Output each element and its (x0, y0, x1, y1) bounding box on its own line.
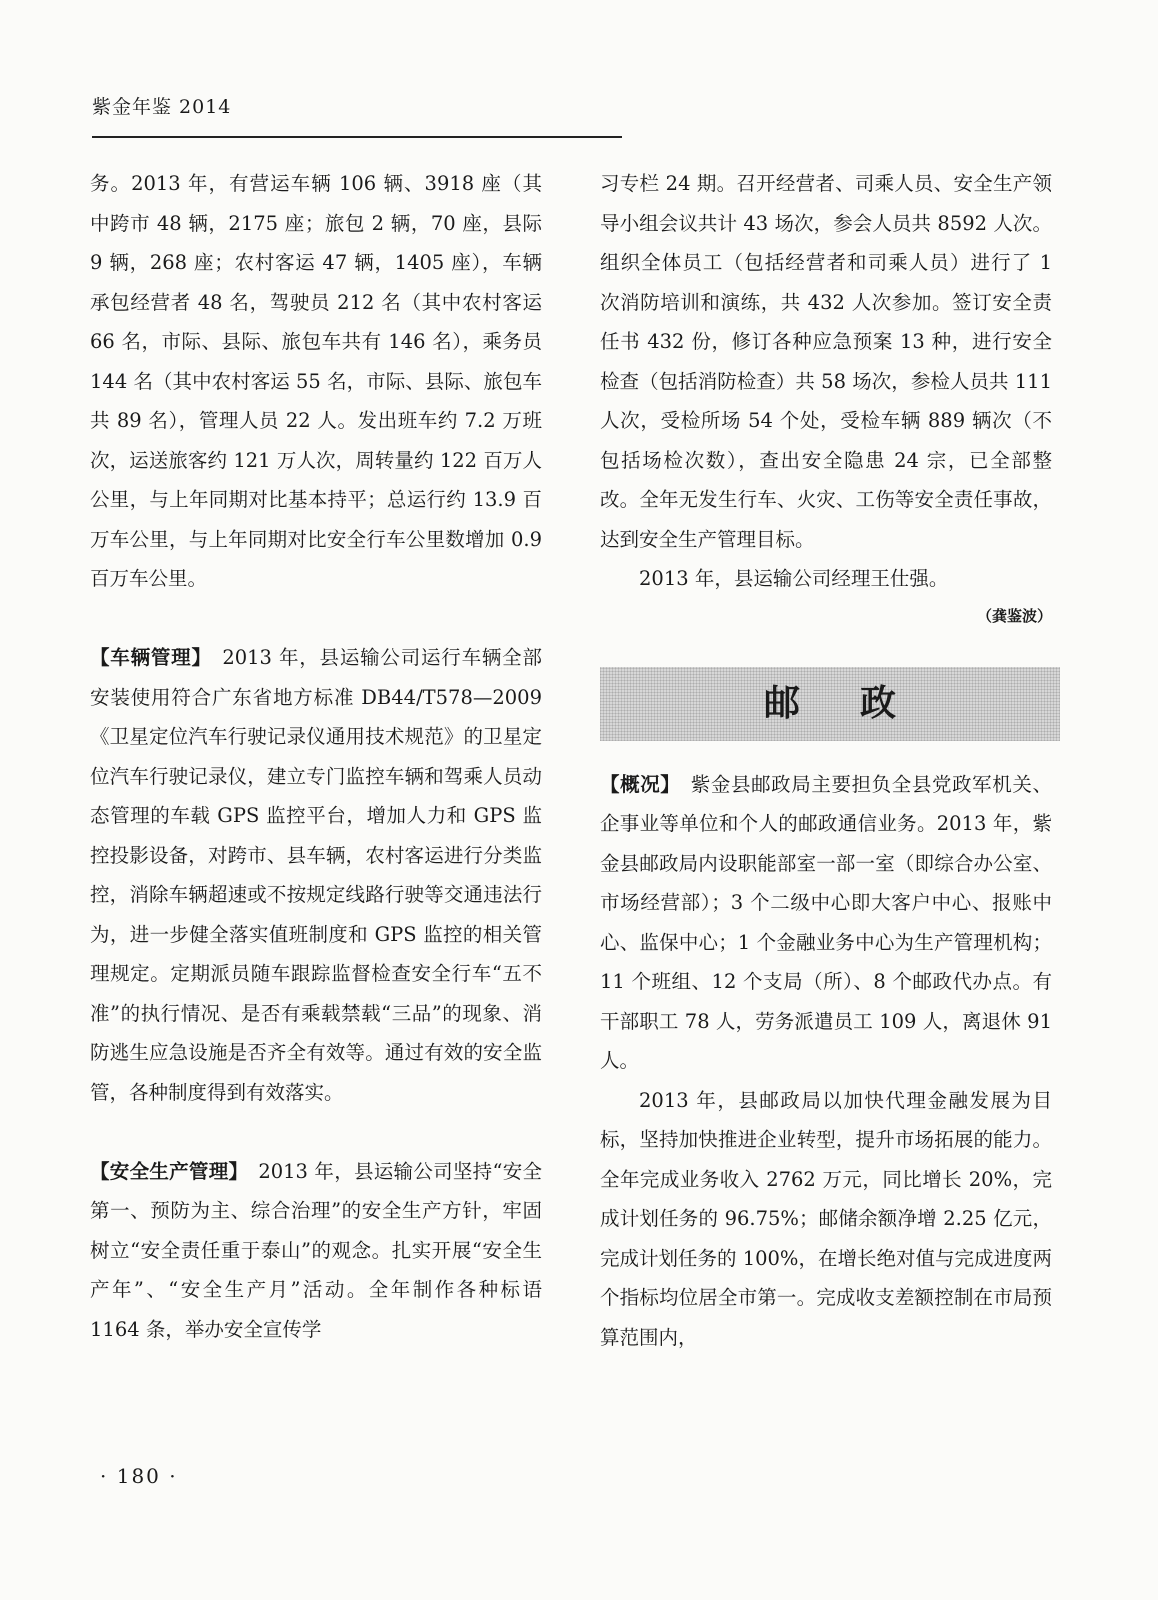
paragraph-gap (90, 1112, 542, 1152)
vehicle-management-heading: 【车辆管理】 (90, 646, 203, 669)
right-column (600, 164, 1052, 1357)
header-rule (92, 136, 622, 138)
section-banner (600, 667, 1060, 741)
continued-paragraph: 务。2013 年，有营运车辆 106 辆、3918 座（其中跨市 48 辆，2175 座；旅包 2 辆，70 座，县际 9 辆，268 座；农村客运 47 辆，1405 座），车辆承包经营者 48 名，驾驶员 212 名（其中农村客运 66 名，市际、县际、旅包车共有 146 名），乘务员 144 名（其中农村客运 55 名，市际、县际、旅包车共 89 名），管理人员 22 人。发出班车约 7.2 万班次，运送旅客约 121 万人次，周转量约 122 百万人公里，与上年同期对比基本持平；总运行约 13.9 百万车公里，与上年同期对比安全行车公里数增加 0.9 百万车公里。 (90, 172, 542, 590)
paragraph-gap (90, 599, 542, 639)
paragraph-gap (600, 741, 1052, 765)
section-title: 邮政 (763, 682, 956, 724)
manager-paragraph: 2013 年，县运输公司经理王仕强。 (639, 567, 949, 590)
running-header: 紫金年鉴 2014 (92, 96, 232, 118)
author-credit: （龚鉴波） (976, 606, 1052, 625)
safety-management-heading: 【安全生产管理】 (90, 1159, 239, 1183)
page-number: · 180 · (100, 1464, 178, 1488)
left-column (90, 164, 542, 1349)
overview-heading: 【概况】 (600, 772, 671, 796)
safety-management-body: 2013 年，县运输公司坚持“安全第一、预防为主、综合治理”的安全生产方针，牢固树立“安全责任重于泰山”的观念。扎实开展“安全生产年”、“安全生产月”活动。全年制作各种标语 1164 条，举办安全宣传学 (90, 1159, 542, 1341)
safety-management-paragraph (90, 1152, 542, 1350)
overview-body: 紫金县邮政局主要担负全县党政军机关、企事业等单位和个人的邮政通信业务。2013 年，紫金县邮政局内设职能部室一部一室（即综合办公室、市场经营部）；3 个二级中心即大客户中心、报账中心、监保中心；1 个金融业务中心为生产管理机构；11 个班组、12 个支局（所）、8 个邮政代办点。有干部职工 78 人，劳务派遣员工 109 人，离退休 91 人。 (600, 772, 1052, 1072)
performance-paragraph: 2013 年，县邮政局以加快代理金融发展为目标，坚持加快推进企业转型，提升市场拓展的能力。全年完成业务收入 2762 万元，同比增长 20%，完成计划任务的 96.75%；邮储余额净增 2.25 亿元，完成计划任务的 100%，在增长绝对值与完成进度两个指标均位居全市第一。完成收支差额控制在市局预算范围内， (600, 1088, 1052, 1349)
continued-paragraph: 习专栏 24 期。召开经营者、司乘人员、安全生产领导小组会议共计 43 场次，参会人员共 8592 人次。组织全体员工（包括经营者和司乘人员）进行了 1 次消防培训和演练，共 432 人次参加。签订安全责任书 432 份，修订各种应急预案 13 种，进行安全检查（包括消防检查）共 58 场次，参检人员共 111 人次，受检所场 54 个处，受检车辆 889 辆次（不包括场检次数），查出安全隐患 24 宗，已全部整改。全年无发生行车、火灾、工伤等安全责任事故，达到安全生产管理目标。 (600, 172, 1052, 551)
overview-paragraph (600, 765, 1052, 1081)
vehicle-management-body: 2013 年，县运输公司运行车辆全部安装使用符合广东省地方标准 DB44/T578—2009《卫星定位汽车行驶记录仪通用技术规范》的卫星定位汽车行驶记录仪，建立专门监控车辆和驾乘人员动态管理的车载 GPS 监控平台，增加人力和 GPS 监控投影设备，对跨市、县车辆，农村客运进行分类监控，消除车辆超速或不按规定线路行驶等交通违法行为，进一步健全落实值班制度和 GPS 监控的相关管理规定。定期派员随车跟踪监督检查安全行车“五不准”的执行情况、是否有乘载禁载“三品”的现象、消防逃生应急设施是否齐全有效等。通过有效的安全监管，各种制度得到有效落实。 (90, 646, 542, 1104)
vehicle-management-paragraph (90, 638, 542, 1112)
